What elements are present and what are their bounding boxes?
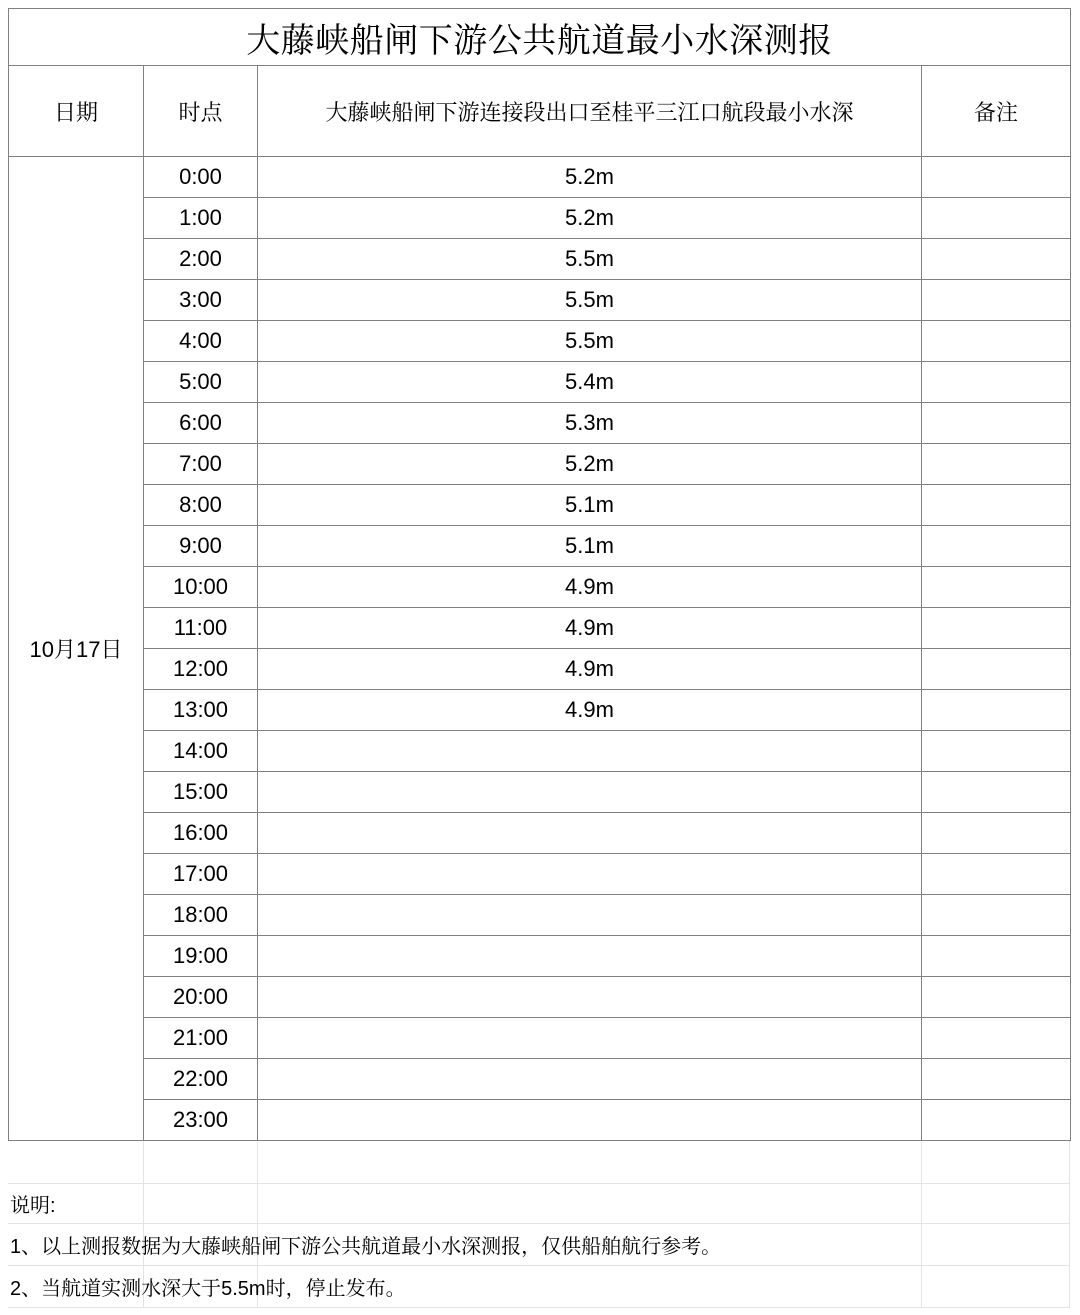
- remark-cell: [922, 403, 1071, 444]
- time-cell: 22:00: [144, 1059, 258, 1100]
- remark-cell: [922, 485, 1071, 526]
- depth-cell: 5.2m: [258, 444, 922, 485]
- report-table-body: [9, 9, 1071, 1141]
- depth-cell: 5.5m: [258, 239, 922, 280]
- time-cell: 13:00: [144, 690, 258, 731]
- remark-cell: [922, 813, 1071, 854]
- depth-cell: [258, 1018, 922, 1059]
- time-cell: 4:00: [144, 321, 258, 362]
- time-cell: 20:00: [144, 977, 258, 1018]
- depth-cell: [258, 854, 922, 895]
- depth-cell: 5.3m: [258, 403, 922, 444]
- depth-cell: 4.9m: [258, 608, 922, 649]
- time-cell: 23:00: [144, 1100, 258, 1141]
- depth-cell: 4.9m: [258, 649, 922, 690]
- time-cell: 15:00: [144, 772, 258, 813]
- table-row: [9, 567, 1071, 608]
- table-row: [9, 813, 1071, 854]
- remark-cell: [922, 239, 1071, 280]
- depth-cell: [258, 813, 922, 854]
- grid-line: [8, 1307, 1070, 1308]
- remark-cell: [922, 1059, 1071, 1100]
- depth-cell: [258, 1059, 922, 1100]
- depth-cell: [258, 772, 922, 813]
- header-depth: 大藤峡船闸下游连接段出口至桂平三江口航段最小水深: [258, 66, 922, 157]
- table-row: [9, 198, 1071, 239]
- table-row: [9, 977, 1071, 1018]
- depth-cell: [258, 1100, 922, 1141]
- time-cell: 21:00: [144, 1018, 258, 1059]
- depth-report-table: [8, 8, 1071, 1141]
- depth-cell: [258, 977, 922, 1018]
- remark-cell: [922, 731, 1071, 772]
- table-row: [9, 895, 1071, 936]
- remark-cell: [922, 198, 1071, 239]
- depth-cell: 5.2m: [258, 157, 922, 198]
- depth-cell: 5.2m: [258, 198, 922, 239]
- table-row: [9, 854, 1071, 895]
- remark-cell: [922, 854, 1071, 895]
- remark-cell: [922, 608, 1071, 649]
- depth-cell: 5.5m: [258, 280, 922, 321]
- depth-cell: [258, 895, 922, 936]
- time-cell: 18:00: [144, 895, 258, 936]
- depth-cell: [258, 731, 922, 772]
- time-cell: 9:00: [144, 526, 258, 567]
- depth-cell: 4.9m: [258, 567, 922, 608]
- remark-cell: [922, 280, 1071, 321]
- remark-cell: [922, 895, 1071, 936]
- note-item: 2、当航道实测水深大于5.5m时，停止发布。: [10, 1277, 406, 1300]
- depth-cell: [258, 936, 922, 977]
- remark-cell: [922, 1018, 1071, 1059]
- remark-cell: [922, 936, 1071, 977]
- table-row: [9, 1100, 1071, 1141]
- table-row: [9, 321, 1071, 362]
- time-cell: 2:00: [144, 239, 258, 280]
- remark-cell: [922, 444, 1071, 485]
- time-cell: 19:00: [144, 936, 258, 977]
- depth-cell: 5.1m: [258, 526, 922, 567]
- depth-cell: 5.4m: [258, 362, 922, 403]
- table-row: [9, 485, 1071, 526]
- remark-cell: [922, 772, 1071, 813]
- table-row: [9, 526, 1071, 567]
- time-cell: 11:00: [144, 608, 258, 649]
- table-row: [9, 1059, 1071, 1100]
- grid-line: [921, 1141, 922, 1307]
- time-cell: 8:00: [144, 485, 258, 526]
- header-date: 日期: [9, 66, 144, 157]
- time-cell: 7:00: [144, 444, 258, 485]
- header-row: [9, 66, 1071, 157]
- table-row: [9, 157, 1071, 198]
- time-cell: 17:00: [144, 854, 258, 895]
- note-item: 1、以上测报数据为大藤峡船闸下游公共航道最小水深测报，仅供船舶航行参考。: [10, 1235, 722, 1258]
- time-cell: 14:00: [144, 731, 258, 772]
- remark-cell: [922, 567, 1071, 608]
- table-row: [9, 731, 1071, 772]
- time-cell: 6:00: [144, 403, 258, 444]
- table-row: [9, 608, 1071, 649]
- time-cell: 16:00: [144, 813, 258, 854]
- table-row: [9, 772, 1071, 813]
- report-title: 大藤峡船闸下游公共航道最小水深测报: [9, 9, 1071, 66]
- remark-cell: [922, 690, 1071, 731]
- grid-line: [8, 1183, 1070, 1184]
- depth-cell: 5.5m: [258, 321, 922, 362]
- header-remark: 备注: [922, 66, 1071, 157]
- remark-cell: [922, 977, 1071, 1018]
- time-cell: 10:00: [144, 567, 258, 608]
- table-row: [9, 239, 1071, 280]
- remark-cell: [922, 526, 1071, 567]
- table-row: [9, 362, 1071, 403]
- depth-cell: 5.1m: [258, 485, 922, 526]
- time-cell: 12:00: [144, 649, 258, 690]
- remark-cell: [922, 1100, 1071, 1141]
- depth-cell: 4.9m: [258, 690, 922, 731]
- grid-line: [1069, 1141, 1070, 1307]
- table-row: [9, 690, 1071, 731]
- time-cell: 5:00: [144, 362, 258, 403]
- table-row: [9, 936, 1071, 977]
- notes-label: 说明:: [10, 1194, 56, 1217]
- table-row: [9, 1018, 1071, 1059]
- title-row: [9, 9, 1071, 66]
- remark-cell: [922, 321, 1071, 362]
- remark-cell: [922, 649, 1071, 690]
- table-row: [9, 280, 1071, 321]
- date-cell: 10月17日: [9, 157, 144, 1141]
- remark-cell: [922, 157, 1071, 198]
- table-row: [9, 444, 1071, 485]
- header-time: 时点: [144, 66, 258, 157]
- remark-cell: [922, 362, 1071, 403]
- time-cell: 1:00: [144, 198, 258, 239]
- table-row: [9, 403, 1071, 444]
- table-row: [9, 649, 1071, 690]
- time-cell: 0:00: [144, 157, 258, 198]
- time-cell: 3:00: [144, 280, 258, 321]
